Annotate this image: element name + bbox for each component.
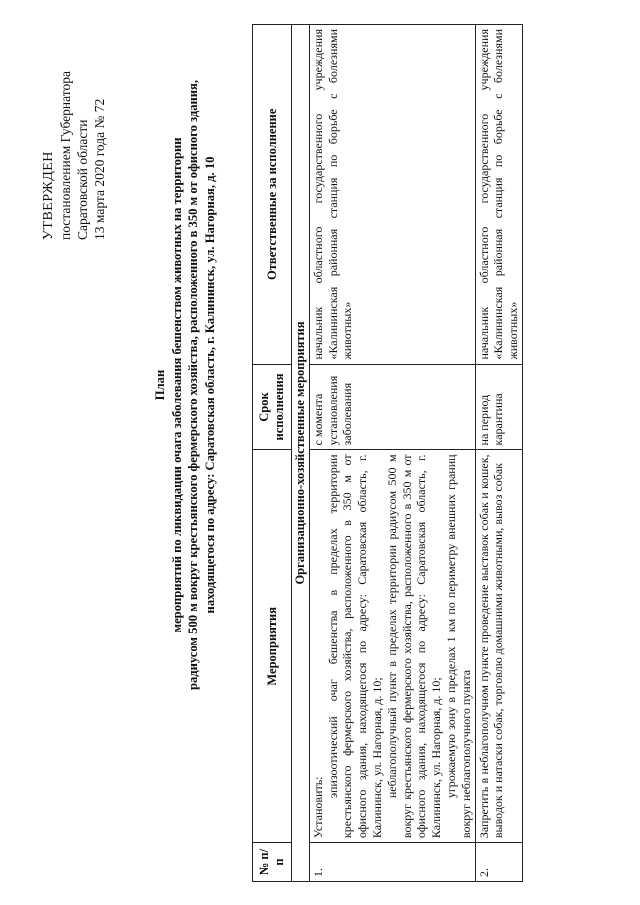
row-event <box>475 450 522 843</box>
document-heading <box>152 0 218 785</box>
approval-stamp <box>40 0 108 240</box>
approval-line-3: 13 марта 2020 года № 72 <box>92 98 107 240</box>
table-row <box>309 25 475 882</box>
header-responsible: Ответственные за исполнение <box>253 25 292 365</box>
row-responsible: начальник областного государственного учреждения «Калининская районная станция по борьбе с болезнями животных» <box>475 25 522 365</box>
table-row <box>475 25 522 882</box>
row-number: 2. <box>475 843 522 882</box>
event-paragraph: Запретить в неблагополучном пункте проведение выставок собак и кошек, выводок и натаски собак, торговлю домашними животными, вывоз собак <box>476 454 506 839</box>
row-responsible: начальник областного государственного учреждения «Калининская районная станция по борьбе с болезнями животных» <box>309 25 475 365</box>
row-event <box>309 450 475 843</box>
heading-line-2: радиусом 500 м вокруг крестьянского фермерского хозяйства, расположенного в 350 м от офисного здания, <box>186 79 200 691</box>
header-no: № п/п <box>253 843 292 882</box>
approval-title: УТВЕРЖДЕН <box>41 151 56 240</box>
row-term: на период карантина <box>475 364 522 450</box>
table-header-row <box>253 25 292 882</box>
header-event: Мероприятия <box>253 450 292 843</box>
event-paragraph: неблагополучный пункт в пределах территории радиусом 500 м вокруг крестьянского фермерского хозяйства, расположенного в 350 м от офисного здания, находящегося по адресу: Саратовская область, г. Калининск, ул. Нагорная, д. 10; <box>384 454 444 839</box>
heading-line-3: находящегося по адресу: Саратовская область, г. Калининск, ул. Нагорная, д. 10 <box>202 156 217 614</box>
heading-title: План <box>153 369 167 401</box>
header-term: Срок исполнения <box>253 364 292 450</box>
section-row <box>292 25 310 882</box>
plan-table <box>252 24 523 882</box>
heading-line-1: мероприятий по ликвидации очага заболевания бешенством животных на территории <box>169 137 184 633</box>
row-term: с момента установления заболевания <box>309 364 475 450</box>
section-title: Организационно-хозяйственные мероприятия <box>292 25 310 882</box>
event-paragraph: Установить: <box>310 776 325 839</box>
event-paragraph: угрожаемую зону в пределах 1 км по периметру внешних границ вокруг неблагополучного пункта <box>443 454 473 839</box>
approval-line-1: постановлением Губернатора <box>58 71 73 240</box>
row-number: 1. <box>309 843 475 882</box>
approval-line-2: Саратовской области <box>75 119 90 240</box>
event-paragraph: эпизоотический очаг бешенства в пределах территории крестьянского фермерского хозяйства, расположенного в 350 м от офисного здания, находящегося по адресу: Саратовская область, г. Калининск, ул. Нагорная, д. 10; <box>325 454 384 839</box>
